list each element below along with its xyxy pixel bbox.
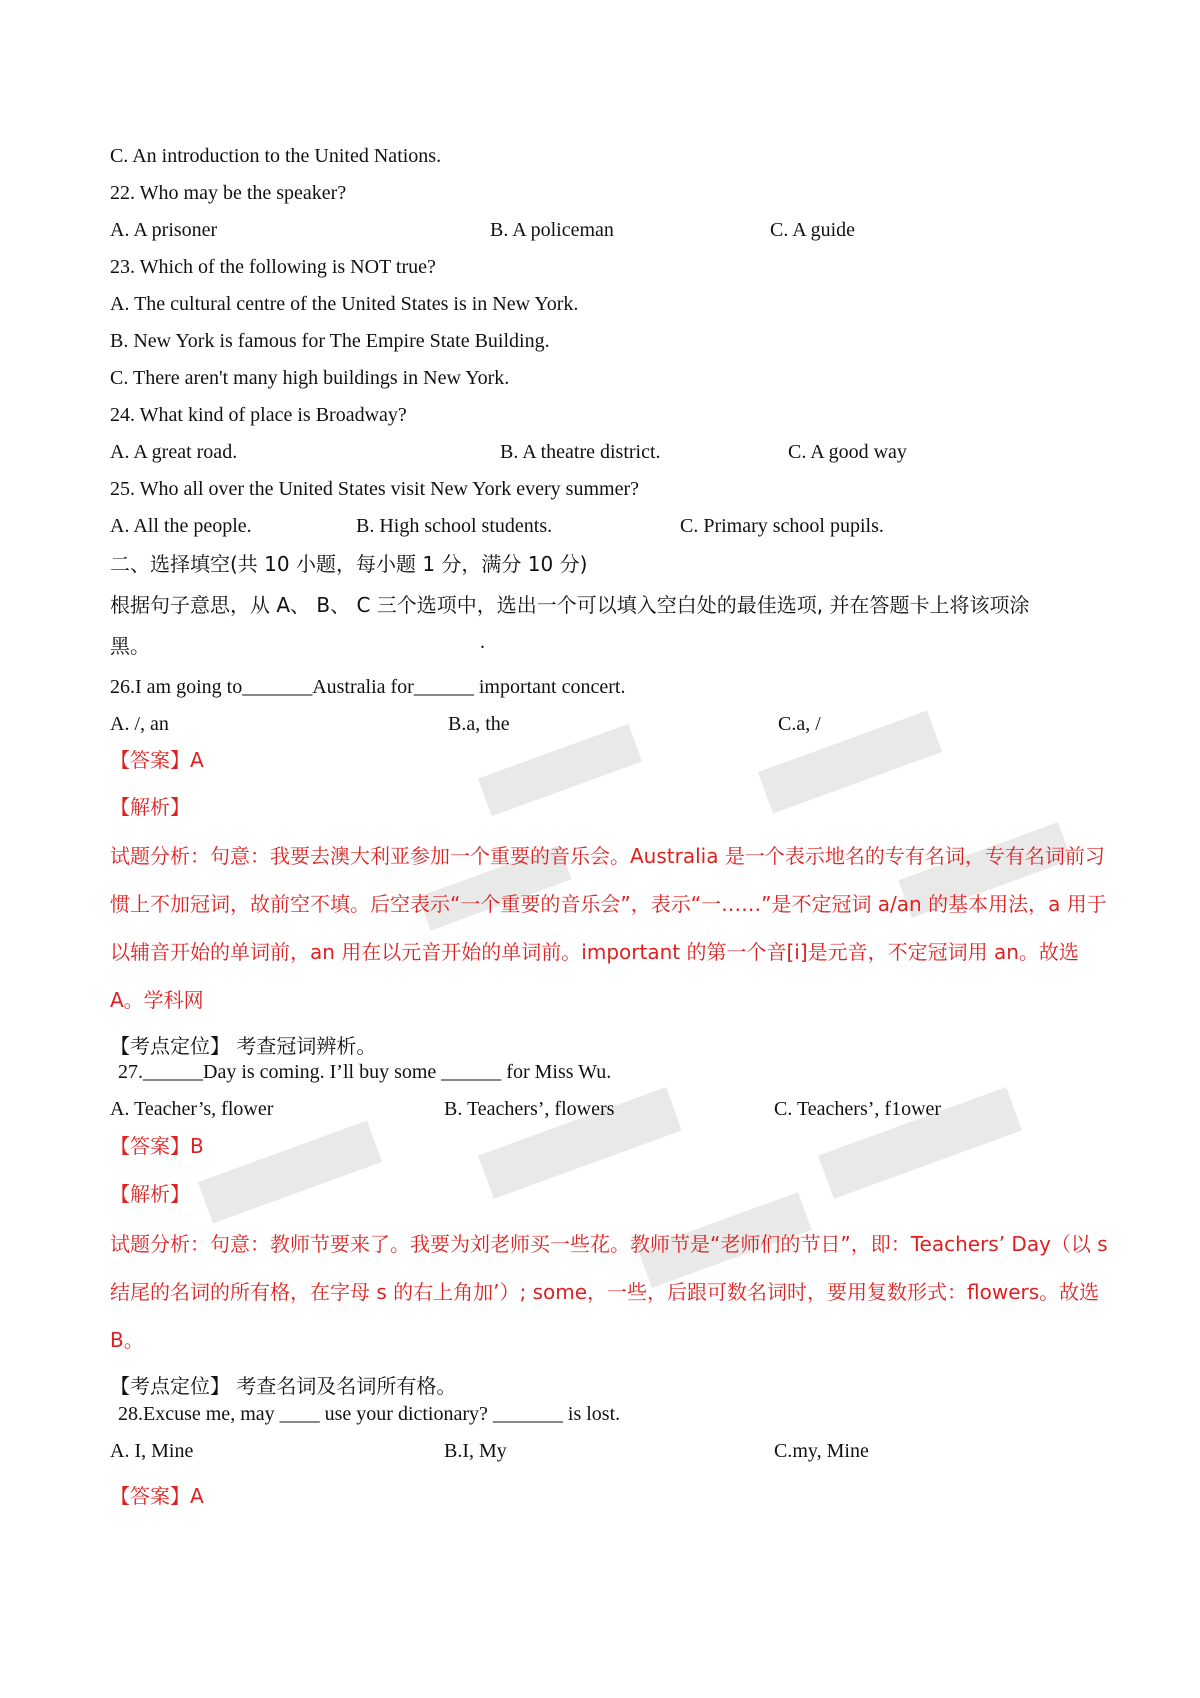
q27-option-a: A. Teacher’s, flower bbox=[110, 1098, 274, 1120]
q28-answer: 【答案】A bbox=[110, 1484, 204, 1508]
q27-answer: 【答案】B bbox=[110, 1134, 204, 1158]
q26-option-a: A. /, an bbox=[110, 713, 169, 735]
q26-option-b: B.a, the bbox=[448, 713, 510, 735]
q27-analysis-label: 【解析】 bbox=[110, 1182, 190, 1206]
q22-option-b: B. A policeman bbox=[490, 219, 614, 241]
q23-option-a: A. The cultural centre of the United States is in New York. bbox=[110, 293, 579, 315]
q26-stem: 26.I am going to_______Australia for______ important concert. bbox=[110, 676, 626, 698]
q26-analysis-label: 【解析】 bbox=[110, 795, 190, 819]
q24-stem: 24. What kind of place is Broadway? bbox=[110, 404, 407, 426]
q28-option-a: A. I, Mine bbox=[110, 1440, 194, 1462]
q23-option-c: C. There aren't many high buildings in New York. bbox=[110, 367, 510, 389]
section2-instruction-dot: . bbox=[480, 631, 485, 653]
q21-option-c: C. An introduction to the United Nations. bbox=[110, 145, 442, 167]
q24-option-b: B. A theatre district. bbox=[500, 441, 661, 463]
q26-answer: 【答案】A bbox=[110, 748, 204, 772]
q27-option-b: B. Teachers’, flowers bbox=[444, 1098, 615, 1120]
q26-key-point: 【考点定位】 考查冠词辨析。 bbox=[110, 1034, 377, 1058]
q24-option-c: C. A good way bbox=[788, 441, 907, 463]
q28-stem: 28.Excuse me, may ____ use your dictionary? _______ is lost. bbox=[118, 1403, 621, 1425]
q25-option-c: C. Primary school pupils. bbox=[680, 515, 884, 537]
q25-stem: 25. Who all over the United States visit New York every summer? bbox=[110, 478, 639, 500]
q23-option-b: B. New York is famous for The Empire State Building. bbox=[110, 330, 550, 352]
q27-key-point: 【考点定位】 考查名词及名词所有格。 bbox=[110, 1374, 457, 1398]
q22-stem: 22. Who may be the speaker? bbox=[110, 182, 347, 204]
q28-option-c: C.my, Mine bbox=[774, 1440, 869, 1462]
q22-option-a: A. A prisoner bbox=[110, 219, 218, 241]
q27-option-c: C. Teachers’, f1ower bbox=[774, 1098, 942, 1120]
q27-analysis: 试题分析：句意：教师节要来了。我要为刘老师买一些花。教师节是“老师们的节日”，即：Teachers’ Day（以 s 结尾的名词的所有格，在字母 s 的右上角加’）; some，一些，后跟可数名词时，要用复数形式：flowers。故选 B。 bbox=[110, 1232, 1108, 1352]
section2-title: 二、选择填空(共 10 小题，每小题 1 分，满分 10 分) bbox=[110, 552, 588, 576]
section2-instruction-2: 黑。 bbox=[110, 634, 150, 658]
q23-stem: 23. Which of the following is NOT true? bbox=[110, 256, 436, 278]
q28-option-b: B.I, My bbox=[444, 1440, 507, 1462]
q25-option-b: B. High school students. bbox=[356, 515, 553, 537]
q27-stem: 27.______Day is coming. I’ll buy some ______ for Miss Wu. bbox=[118, 1061, 612, 1083]
q25-option-a: A. All the people. bbox=[110, 515, 252, 537]
q26-option-c: C.a, / bbox=[778, 713, 821, 735]
q22-option-c: C. A guide bbox=[770, 219, 856, 241]
q24-option-a: A. A great road. bbox=[110, 441, 238, 463]
q26-analysis: 试题分析：句意：我要去澳大利亚参加一个重要的音乐会。Australia 是一个表示地名的专有名词，专有名词前习惯上不加冠词，故前空不填。后空表示“一个重要的音乐会”，表示“一……”是不定冠词 a/an 的基本用法，a 用于以辅音开始的单词前，an 用在以元音开始的单词前。important 的第一个音[i]是元音，不定冠词用 an。故选 A。学科网 bbox=[110, 844, 1107, 1012]
section2-instruction-1: 根据句子意思，从 A、 B、 C 三个选项中，选出一个可以填入空白处的最佳选项, 并在答题卡上将该项涂 bbox=[110, 593, 1030, 617]
